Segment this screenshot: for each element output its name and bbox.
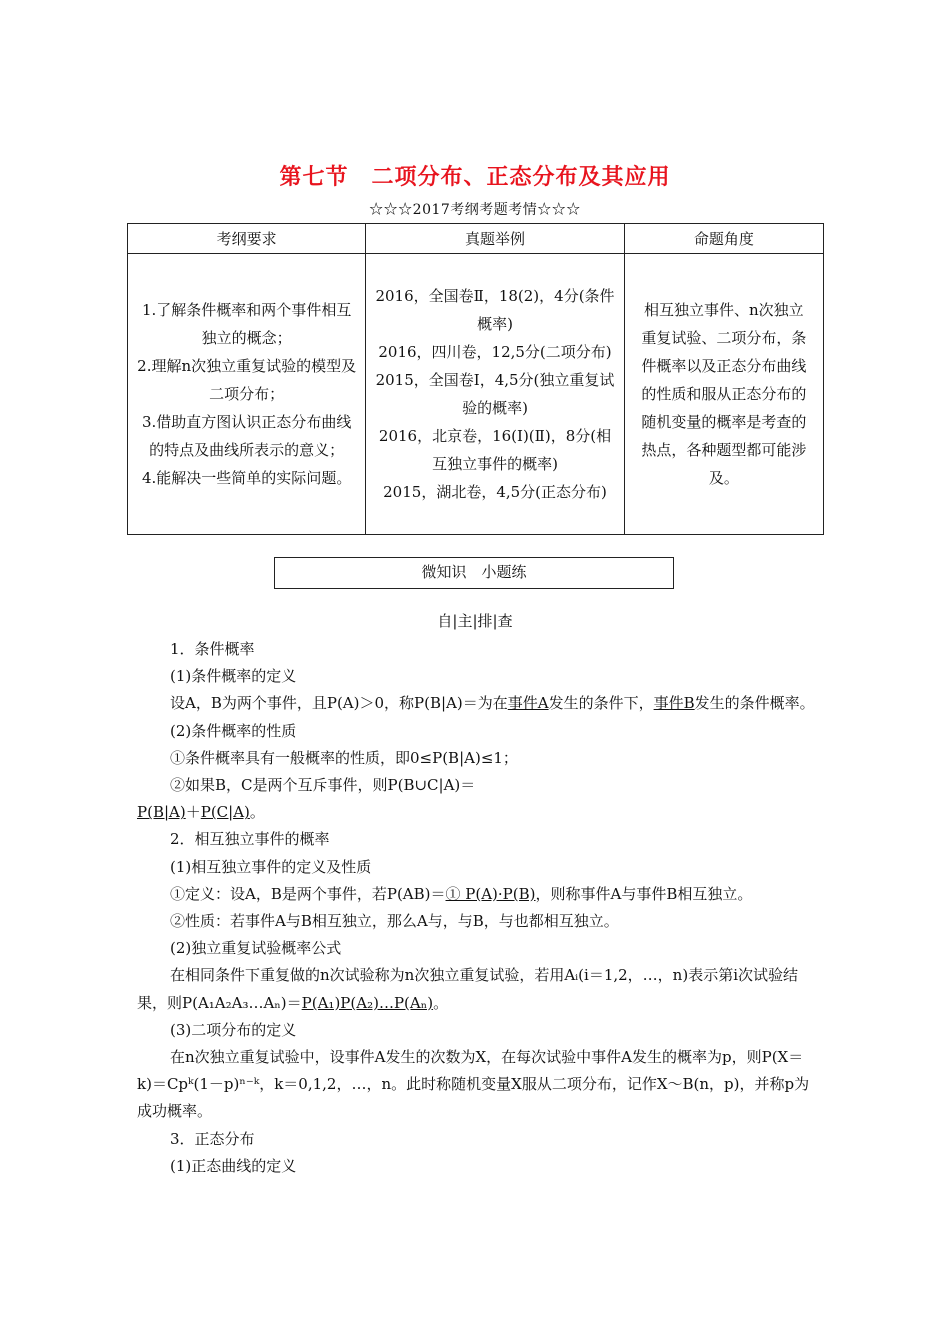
example-item: 2016，北京卷，16(Ⅰ)(Ⅱ)，8分(相互独立事件的概率) [378,427,612,473]
requirement-item: 1.了解条件概率和两个事件相互独立的概念； [142,301,352,347]
section-title: 自|主|排|查 [437,612,513,630]
paragraph [137,881,817,908]
syllabus-table [127,223,824,535]
subheading: (1)条件概率的定义 [170,667,297,686]
requirements-cell [128,254,366,535]
table-header: 真题举例 [366,224,624,254]
text: 发生的条件下， [548,694,654,713]
answer-blank: 事件A [507,694,549,713]
requirement-item: 2.理解n次独立重复试验的模型及二项分布； [137,357,357,403]
page-subtitle: ☆☆☆2017考纲考题考情☆☆☆ [369,202,581,218]
subheading: (3)二项分布的定义 [170,1020,297,1039]
answer-blank: 事件B [653,694,695,713]
table-header: 考纲要求 [128,224,366,254]
paragraph-definition [137,690,817,717]
examples-cell [366,254,624,535]
paragraph: ②性质：若事件A与B相互独立，那么A与，与B，与也都相互独立。 [170,912,619,931]
answer-blank: ① P(A)·P(B) [445,884,536,903]
text: ，则称事件A与事件B相互独立。 [535,884,753,903]
heading-3: 3．正态分布 [170,1129,255,1148]
requirement-item: 4.能解决一些简单的实际问题。 [142,469,352,487]
table-row [128,254,824,535]
page-title: 第七节 二项分布、正态分布及其应用 [279,164,671,190]
example-item: 2016，全国卷Ⅱ，18(2)，4分(条件概率) [375,287,615,333]
text: ①定义：设A，B是两个事件，若P(AB)＝ [170,884,446,903]
heading-1: 1．条件概率 [170,640,255,658]
subheading: (1)相互独立事件的定义及性质 [170,857,372,876]
answer-blank: P(C|A) [200,803,250,822]
text: 。 [433,993,449,1012]
table-header-row [128,224,824,254]
document-body [137,636,817,1180]
subheading: (2)独立重复试验概率公式 [170,939,342,958]
subheading: (1)正态曲线的定义 [170,1156,297,1175]
answer-blank: P(B|A) [137,803,186,822]
heading-2: 2．相互独立事件的概率 [170,830,330,849]
paragraph-formula [137,799,817,826]
subheading: (2)条件概率的性质 [170,721,297,740]
answer-blank: P(A₁)P(A₂)…P(Aₙ) [301,993,434,1012]
section-banner: 微知识 小题练 [274,557,674,589]
table-header: 命题角度 [624,224,823,254]
paragraph: ①条件概率具有一般概率的性质，即0≤P(B|A)≤1； [170,748,518,767]
example-item: 2015，湖北卷，4,5分(正态分布) [383,483,607,501]
text: 发生的条件概率。 [694,694,815,713]
paragraph [137,962,817,1016]
text: 设A，B为两个事件，且P(A)＞0，称P(B|A)＝为在 [170,694,508,713]
example-item: 2016，四川卷，12,5分(二项分布) [378,343,612,361]
text: 。 [249,803,265,822]
example-item: 2015，全国卷Ⅰ，4,5分(独立重复试验的概率) [375,371,615,417]
text: ＋ [185,803,201,822]
angle-cell: 相互独立事件、n次独立重复试验、二项分布，条件概率以及正态分布曲线的性质和服从正态分布的随机变量的概率是考查的热点，各种题型都可能涉及。 [624,254,823,535]
paragraph: 在n次独立重复试验中，设事件A发生的次数为X，在每次试验中事件A发生的概率为p，则P(X＝k)＝Cpᵏ(1－p)ⁿ⁻ᵏ，k＝0,1,2，…，n。此时称随机变量X服从二项分布，记作X～B(n，p)，并称p为成功概率。 [137,1048,810,1121]
text: 在相同条件下重复做的n次试验称为n次独立重复试验，若用Aᵢ(i＝1,2，…，n)表示第i次试验结果，则P(A₁A₂A₃…Aₙ)＝ [137,966,798,1012]
paragraph: ②如果B，C是两个互斥事件，则P(B∪C|A)＝ [170,776,476,795]
requirement-item: 3.借助直方图认识正态分布曲线的特点及曲线所表示的意义； [142,413,352,459]
